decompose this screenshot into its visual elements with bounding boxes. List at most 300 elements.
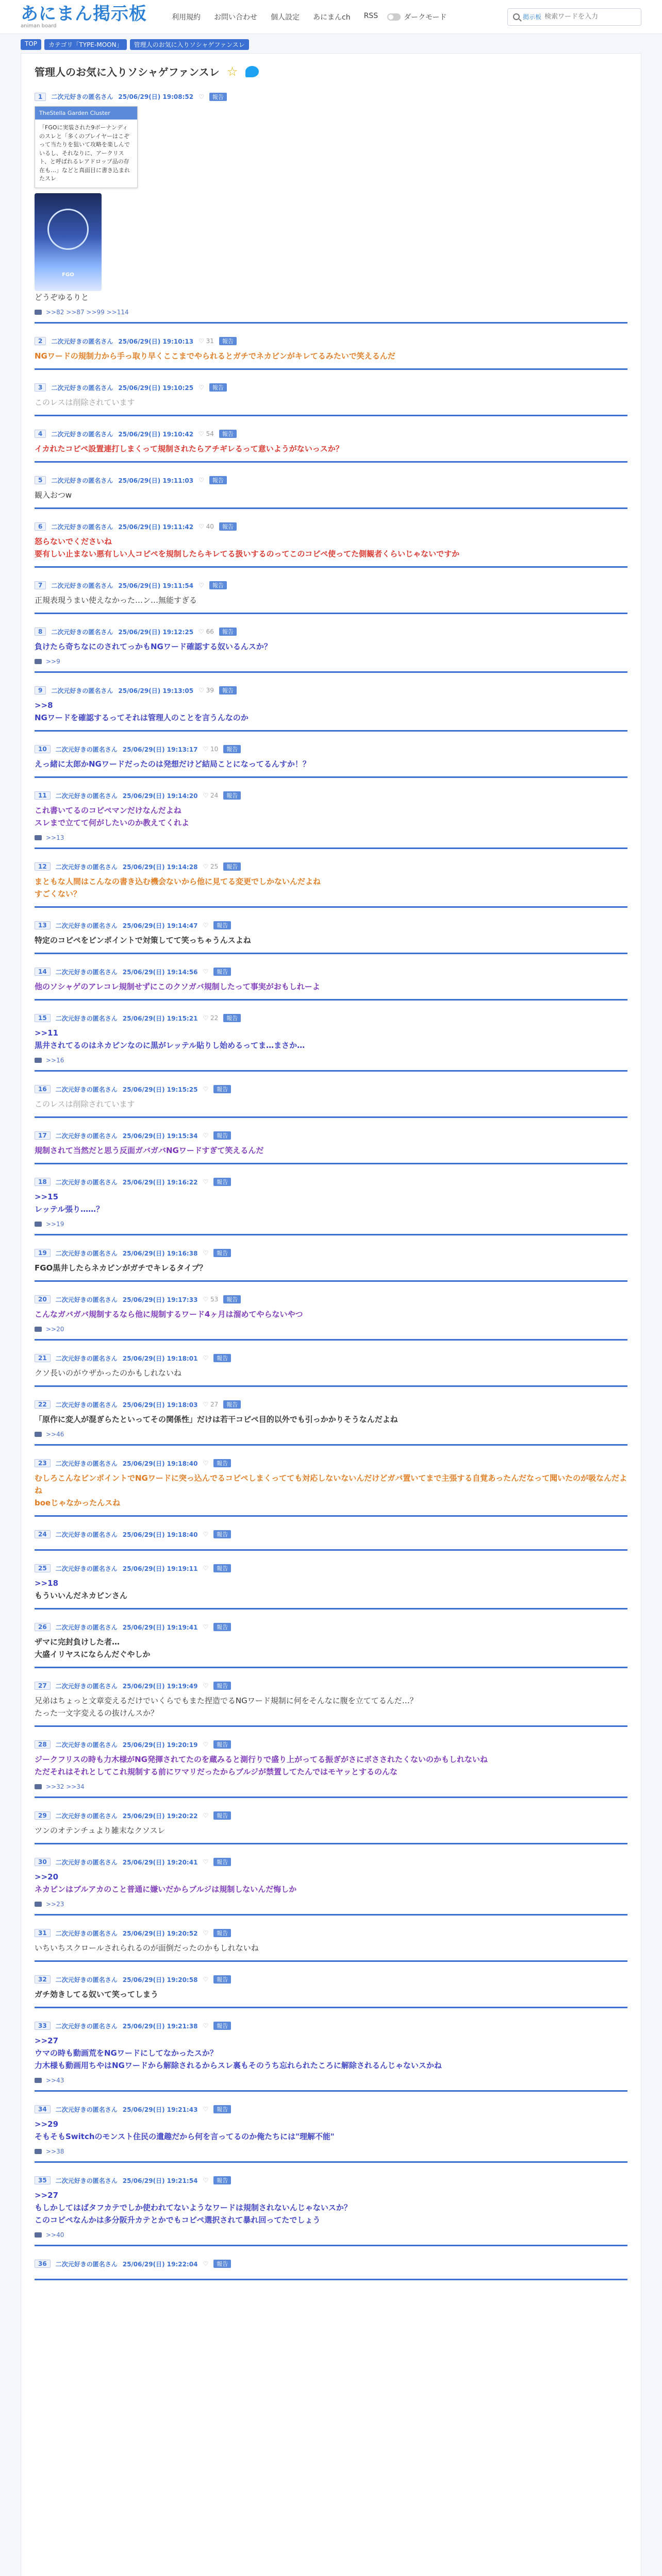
post-date: 25/06/29(日) 19:20:41 bbox=[122, 1858, 198, 1866]
report-button[interactable]: 報告 bbox=[213, 1530, 231, 1538]
post-number[interactable]: 34 bbox=[35, 2105, 51, 2113]
report-button[interactable]: 報告 bbox=[209, 581, 227, 589]
post-number[interactable]: 20 bbox=[35, 1295, 51, 1303]
reply-link-list[interactable]: >>13 bbox=[46, 834, 64, 841]
post-line: NGワードを確認するってそれは管理人のことを言うんなのか bbox=[35, 713, 249, 722]
post-line: このレスは削除されています bbox=[35, 1099, 135, 1109]
report-button[interactable]: 報告 bbox=[209, 383, 227, 392]
post-number[interactable]: 35 bbox=[35, 2176, 51, 2184]
post-header bbox=[35, 1178, 627, 1187]
page-title: 管理人のお気に入りソシャゲファンスレ bbox=[35, 66, 220, 78]
reply-links bbox=[35, 834, 627, 841]
report-button[interactable]: 報告 bbox=[213, 1740, 231, 1749]
post-header bbox=[35, 1929, 627, 1938]
post-header bbox=[35, 1459, 627, 1468]
post-number[interactable]: 2 bbox=[35, 337, 46, 345]
like-count[interactable]: ♡ 53 bbox=[203, 1296, 219, 1303]
report-button[interactable]: 報告 bbox=[223, 1014, 241, 1022]
post-item bbox=[35, 858, 627, 908]
post-number[interactable]: 16 bbox=[35, 1085, 51, 1093]
report-button[interactable]: 報告 bbox=[219, 628, 237, 636]
crumb-top[interactable]: TOP bbox=[21, 39, 41, 50]
report-button[interactable]: 報告 bbox=[213, 1975, 231, 1984]
post-line: えっ緒に太郎かNGワードだったのは発想だけど結局ことになってるんすか！？ bbox=[35, 759, 310, 769]
post-body bbox=[35, 443, 627, 455]
post-item bbox=[35, 623, 627, 673]
post-header bbox=[35, 686, 627, 695]
post-header bbox=[35, 2176, 627, 2185]
post-body bbox=[35, 934, 627, 946]
post-line: 正規表現うまい使えなかった…ン…無能すぎる bbox=[35, 595, 197, 605]
reply-link-list[interactable]: >>38 bbox=[46, 2147, 64, 2155]
post-number[interactable]: 1 bbox=[35, 93, 46, 101]
thread-main bbox=[21, 53, 641, 2576]
post-date: 25/06/29(日) 19:21:43 bbox=[122, 2106, 198, 2113]
post-number[interactable]: 19 bbox=[35, 1249, 51, 1257]
reply-link-list[interactable]: >>16 bbox=[46, 1056, 64, 1064]
poster-name: 二次元好きの匿名さん bbox=[55, 745, 118, 753]
post-item bbox=[35, 472, 627, 509]
nav-contact[interactable]: お問い合わせ bbox=[214, 13, 257, 22]
reply-icon bbox=[35, 835, 42, 840]
post-line: 兄弟はちょっと文章変えるだけでいくらでもまた捏造でるNGワード規制に何をそんなに腹を立ててるんだ…？ bbox=[35, 1696, 418, 1705]
post-number[interactable]: 26 bbox=[35, 1623, 51, 1631]
reply-icon bbox=[35, 1432, 42, 1437]
post-date: 25/06/29(日) 19:15:25 bbox=[122, 1086, 198, 1093]
poster-name: 二次元好きの匿名さん bbox=[55, 1354, 118, 1362]
post-date: 25/06/29(日) 19:10:25 bbox=[118, 384, 194, 392]
like-count[interactable]: ♡ 24 bbox=[203, 792, 219, 799]
star-icon[interactable]: ☆ bbox=[226, 64, 238, 79]
report-button[interactable]: 報告 bbox=[223, 745, 241, 753]
reply-anchor[interactable]: >>15 bbox=[35, 1192, 59, 1201]
report-button[interactable]: 報告 bbox=[213, 1085, 231, 1093]
post-body bbox=[35, 1753, 627, 1778]
poster-name: 二次元好きの匿名さん bbox=[55, 2177, 118, 2184]
post-item bbox=[35, 1971, 627, 2008]
post-body bbox=[35, 1098, 627, 1110]
crumb-thread[interactable]: 管理人のお気に入りソシャゲファンスレ bbox=[130, 39, 249, 50]
report-button[interactable]: 報告 bbox=[213, 1178, 231, 1186]
report-button[interactable]: 報告 bbox=[213, 1564, 231, 1572]
post-body bbox=[35, 1824, 627, 1837]
reply-icon bbox=[35, 1058, 42, 1063]
post-number[interactable]: 31 bbox=[35, 1929, 51, 1937]
post-item bbox=[35, 2101, 627, 2163]
poster-name: 二次元好きの匿名さん bbox=[55, 1929, 118, 1937]
reply-link-list[interactable]: >>20 bbox=[46, 1325, 64, 1333]
post-date: 25/06/29(日) 19:15:34 bbox=[122, 1132, 198, 1140]
post-number[interactable]: 18 bbox=[35, 1178, 51, 1186]
post-date: 25/06/29(日) 19:16:22 bbox=[122, 1178, 198, 1186]
post-date: 25/06/29(日) 19:19:41 bbox=[122, 1623, 198, 1631]
like-count[interactable]: ♡ bbox=[203, 1741, 209, 1748]
post-line: むしろこんなピンポイントでNGワードに突っ込んでるコピペしまくってても対応しないないんだけどガバ置いてまで主張する自覚あったんだなって聞いたのが吸なんだよね bbox=[35, 1473, 627, 1495]
post-body bbox=[35, 291, 627, 303]
post-item bbox=[35, 787, 627, 849]
post-date: 25/06/29(日) 19:14:56 bbox=[122, 968, 198, 976]
reply-anchor[interactable]: >>27 bbox=[35, 2190, 59, 2200]
post-number[interactable]: 6 bbox=[35, 522, 46, 531]
post-number[interactable]: 7 bbox=[35, 581, 46, 589]
post-number[interactable]: 4 bbox=[35, 430, 46, 438]
post-header bbox=[35, 2022, 627, 2030]
like-count[interactable]: ♡ bbox=[198, 582, 204, 589]
reply-anchor[interactable]: >>18 bbox=[35, 1578, 59, 1588]
post-header bbox=[35, 1975, 627, 1984]
artwork-title: FGO bbox=[62, 272, 74, 278]
post-date: 25/06/29(日) 19:21:38 bbox=[122, 2022, 198, 2030]
like-count[interactable]: ♡ bbox=[203, 968, 209, 975]
post-date: 25/06/29(日) 19:12:25 bbox=[118, 628, 194, 636]
like-count[interactable]: ♡ 27 bbox=[203, 1401, 219, 1408]
reply-icon bbox=[35, 2232, 42, 2238]
like-count[interactable]: ♡ bbox=[198, 384, 204, 391]
like-count[interactable]: ♡ bbox=[203, 1249, 209, 1257]
post-header bbox=[35, 1131, 627, 1140]
nav-rss[interactable]: RSS bbox=[363, 11, 378, 20]
like-count[interactable]: ♡ bbox=[203, 1531, 209, 1538]
reply-link-list[interactable]: >>82 >>87 >>99 >>114 bbox=[46, 308, 129, 316]
post-line: ツンのオテンチュより雑末なクソスレ bbox=[35, 1825, 166, 1835]
post-item bbox=[35, 1350, 627, 1387]
like-count[interactable]: ♡ 54 bbox=[198, 430, 214, 437]
post-header bbox=[35, 1564, 627, 1573]
like-count[interactable]: ♡ bbox=[203, 1858, 209, 1866]
search-scope[interactable]: 掲示板 bbox=[523, 13, 542, 21]
post-date: 25/06/29(日) 19:14:28 bbox=[122, 863, 198, 871]
post-line: FGO黒井したらネカピンがガチでキレるタイプ？ bbox=[35, 1263, 207, 1273]
post-item bbox=[35, 1526, 627, 1551]
like-count[interactable]: ♡ 31 bbox=[198, 337, 214, 345]
report-button[interactable]: 報告 bbox=[213, 1858, 231, 1866]
like-count[interactable]: ♡ bbox=[203, 922, 209, 929]
like-count[interactable]: ♡ bbox=[203, 1812, 209, 1819]
like-count[interactable]: ♡ bbox=[203, 1929, 209, 1937]
post-number[interactable]: 29 bbox=[35, 1811, 51, 1820]
post-line: ザマに完封負けした者… bbox=[35, 1637, 120, 1647]
reply-links bbox=[35, 1326, 627, 1333]
post-header bbox=[35, 1295, 627, 1304]
post-item bbox=[35, 1807, 627, 1844]
post-line: 規制されて当然だと思う反面ガバガバNGワードすぎて笑えるんだ bbox=[35, 1145, 264, 1155]
top-bar bbox=[0, 0, 662, 34]
post-body bbox=[35, 396, 627, 409]
post-line: 要有しい止まない悪有しい人コピペを規制したらキレてる扱いするのってこのコピペ使ってた側観者くらいじゃないですか bbox=[35, 549, 460, 558]
report-button[interactable]: 報告 bbox=[213, 1249, 231, 1257]
like-count[interactable]: ♡ bbox=[203, 2177, 209, 2184]
post-line: 黒井されてるのはネカピンなのに黒がレッテル貼りし始めるってま…まさか… bbox=[35, 1040, 305, 1050]
like-count[interactable]: ♡ bbox=[203, 1976, 209, 1983]
post-date: 25/06/29(日) 19:18:03 bbox=[122, 1401, 198, 1409]
post-body bbox=[35, 1636, 627, 1660]
report-button[interactable]: 報告 bbox=[223, 1400, 241, 1409]
post-body bbox=[35, 758, 627, 770]
post-date: 25/06/29(日) 19:10:13 bbox=[118, 337, 194, 345]
post-date: 25/06/29(日) 19:08:52 bbox=[118, 93, 194, 100]
search-icon[interactable] bbox=[513, 13, 520, 20]
nav-settings[interactable]: 個人設定 bbox=[271, 13, 300, 22]
post-number[interactable]: 23 bbox=[35, 1459, 51, 1467]
post-date: 25/06/29(日) 19:20:19 bbox=[122, 1741, 198, 1749]
poster-name: 二次元好きの匿名さん bbox=[51, 523, 113, 531]
report-button[interactable]: 報告 bbox=[219, 337, 237, 345]
post-number[interactable]: 27 bbox=[35, 1682, 51, 1690]
post-body bbox=[35, 489, 627, 501]
poster-name: 二次元好きの匿名さん bbox=[55, 1086, 118, 1093]
like-count[interactable]: ♡ bbox=[203, 2106, 209, 2113]
reply-links bbox=[35, 309, 627, 316]
like-count[interactable]: ♡ bbox=[203, 1682, 209, 1689]
reply-anchor[interactable]: >>11 bbox=[35, 1028, 59, 1038]
post-number[interactable]: 12 bbox=[35, 862, 51, 871]
like-count[interactable]: ♡ 22 bbox=[203, 1014, 219, 1022]
post-number[interactable]: 3 bbox=[35, 383, 46, 392]
search-input[interactable] bbox=[544, 13, 636, 21]
reply-link-list[interactable]: >>32 >>34 bbox=[46, 1783, 85, 1790]
like-count[interactable]: ♡ 25 bbox=[203, 863, 219, 870]
post-line: たった一文字変えるの抜けんスか？ bbox=[35, 1708, 159, 1718]
like-count[interactable]: ♡ bbox=[198, 477, 204, 484]
post-date: 25/06/29(日) 19:20:58 bbox=[122, 1976, 198, 1984]
embed-title: TheStella Garden Cluster bbox=[35, 107, 137, 120]
post-item bbox=[35, 1560, 627, 1609]
post-line: こんなガバガバ規制するなら他に規制するワード4ヶ月は溜めてやらないやつ bbox=[35, 1309, 303, 1319]
post-header bbox=[35, 581, 627, 590]
post-number[interactable]: 9 bbox=[35, 686, 46, 694]
reply-anchor[interactable]: >>20 bbox=[35, 1872, 59, 1882]
post-body bbox=[35, 2118, 627, 2143]
like-count[interactable]: ♡ bbox=[203, 1132, 209, 1139]
embed-text: 「FGOに実装された9ボーナンディのスレと「多くのプレイヤーはこぞって当たりを狙いて攻略を楽しんでいるし、それなりに、アークリスト、と呼ばれるレアドロップ品の存在も…」などと真面目に書き込まれたスレ bbox=[39, 124, 130, 182]
post-header bbox=[35, 1400, 627, 1409]
post-number[interactable]: 17 bbox=[35, 1131, 51, 1140]
report-button[interactable]: 報告 bbox=[223, 862, 241, 871]
post-body bbox=[35, 535, 627, 560]
nav-terms[interactable]: 利用規約 bbox=[172, 13, 201, 22]
post-header bbox=[35, 1014, 627, 1023]
reply-links bbox=[35, 1783, 627, 1790]
post-number[interactable]: 14 bbox=[35, 968, 51, 976]
report-button[interactable]: 報告 bbox=[213, 2260, 231, 2268]
poster-name: 二次元好きの匿名さん bbox=[51, 628, 113, 636]
post-date: 25/06/29(日) 19:14:47 bbox=[122, 922, 198, 929]
reply-links bbox=[35, 658, 627, 665]
post-header bbox=[35, 522, 627, 531]
like-count[interactable]: ♡ bbox=[203, 1623, 209, 1631]
reply-links bbox=[35, 2148, 627, 2155]
poster-name: 二次元好きの匿名さん bbox=[55, 1178, 118, 1186]
post-body bbox=[35, 1413, 627, 1426]
poster-name: 二次元好きの匿名さん bbox=[51, 687, 113, 694]
post-item bbox=[35, 1174, 627, 1235]
report-button[interactable]: 報告 bbox=[213, 1459, 231, 1467]
post-date: 25/06/29(日) 19:18:01 bbox=[122, 1354, 198, 1362]
like-count[interactable]: ♡ bbox=[203, 2260, 209, 2267]
post-body bbox=[35, 640, 627, 653]
breadcrumb bbox=[0, 34, 662, 53]
post-date: 25/06/29(日) 19:18:40 bbox=[122, 1460, 198, 1467]
post-header bbox=[35, 921, 627, 930]
like-count[interactable]: ♡ bbox=[203, 2022, 209, 2029]
logo-text[interactable]: あにまん掲示板 bbox=[21, 3, 147, 24]
poster-name: 二次元好きの匿名さん bbox=[55, 1132, 118, 1140]
report-button[interactable]: 報告 bbox=[209, 476, 227, 484]
embed-card[interactable] bbox=[35, 106, 138, 188]
report-button[interactable]: 報告 bbox=[213, 2022, 231, 2030]
post-line: ウマの時も動画荒をNGワードにしてなかったスか？ bbox=[35, 2048, 218, 2058]
post-number[interactable]: 13 bbox=[35, 921, 51, 929]
reply-anchor[interactable]: >>8 bbox=[35, 700, 53, 710]
post-item bbox=[35, 2256, 627, 2280]
post-item bbox=[35, 1677, 627, 1727]
like-count[interactable]: ♡ bbox=[203, 1460, 209, 1467]
toggle-switch[interactable] bbox=[387, 13, 401, 21]
post-body bbox=[35, 2035, 627, 2072]
poster-name: 二次元好きの匿名さん bbox=[51, 93, 113, 100]
poster-name: 二次元好きの匿名さん bbox=[55, 1460, 118, 1467]
post-line: ネカピンはブルアカのこと普通に嫌いだからブルジは規制しないんだ悔しか bbox=[35, 1884, 297, 1894]
post-header bbox=[35, 383, 627, 392]
reply-icon bbox=[35, 1784, 42, 1789]
report-button[interactable]: 報告 bbox=[213, 1811, 231, 1820]
post-body bbox=[35, 350, 627, 362]
reply-icon bbox=[35, 310, 42, 315]
reply-links bbox=[35, 2231, 627, 2239]
like-count[interactable]: ♡ 10 bbox=[203, 745, 219, 753]
report-button[interactable]: 報告 bbox=[209, 93, 227, 101]
post-number[interactable]: 36 bbox=[35, 2260, 51, 2268]
poster-name: 二次元好きの匿名さん bbox=[55, 922, 118, 929]
reply-link-list[interactable]: >>19 bbox=[46, 1220, 64, 1228]
post-date: 25/06/29(日) 19:13:17 bbox=[122, 745, 198, 753]
post-line: 特定のコピペをピンポイントで対策してて笑っちゃうんスよね bbox=[35, 935, 251, 945]
post-number[interactable]: 10 bbox=[35, 745, 51, 753]
reply-icon bbox=[35, 659, 42, 664]
post-line: どうぞゆるりと bbox=[35, 292, 89, 302]
post-body bbox=[35, 2189, 627, 2226]
report-button[interactable]: 報告 bbox=[213, 1929, 231, 1937]
poster-name: 二次元好きの匿名さん bbox=[55, 2260, 118, 2268]
post-date: 25/06/29(日) 19:11:42 bbox=[118, 523, 194, 531]
post-item bbox=[35, 682, 627, 732]
thread-image[interactable] bbox=[35, 193, 102, 291]
post-item bbox=[35, 518, 627, 568]
nav-animanch[interactable]: あにまんch bbox=[313, 13, 351, 22]
poster-name: 二次元好きの匿名さん bbox=[55, 1682, 118, 1690]
reply-link-list[interactable]: >>40 bbox=[46, 2231, 64, 2239]
post-item bbox=[35, 1455, 627, 1517]
report-button[interactable]: 報告 bbox=[223, 791, 241, 800]
post-line: いちいちスクロールされられるのが面倒だったのかもしれないね bbox=[35, 1943, 259, 1953]
post-line: このコピペなんかは多分阪升カテとかでもコピペ選択されて暴れ回ってたでしょう bbox=[35, 2215, 321, 2225]
like-count[interactable]: ♡ bbox=[203, 1354, 209, 1362]
post-item bbox=[35, 741, 627, 778]
title-row bbox=[35, 64, 627, 79]
post-line: イカれたコピペ設置連打しまくって規制されたらアチギレるって意いようがないっスか？ bbox=[35, 444, 343, 453]
report-button[interactable]: 報告 bbox=[219, 522, 237, 531]
post-line: スレまで立てて何がしたいのか教えてくれよ bbox=[35, 818, 190, 827]
post-number[interactable]: 15 bbox=[35, 1014, 51, 1022]
like-count[interactable]: ♡ 39 bbox=[198, 687, 214, 694]
crumb-category[interactable]: カテゴリ「TYPE-MOON」 bbox=[44, 39, 127, 50]
post-item bbox=[35, 1619, 627, 1668]
post-number[interactable]: 24 bbox=[35, 1530, 51, 1538]
poster-name: 二次元好きの匿名さん bbox=[51, 430, 113, 438]
report-button[interactable]: 報告 bbox=[213, 2105, 231, 2113]
twitter-icon[interactable] bbox=[245, 66, 259, 77]
reply-link-list[interactable]: >>43 bbox=[46, 2076, 64, 2084]
dark-mode-toggle[interactable] bbox=[387, 12, 446, 22]
poster-name: 二次元好きの匿名さん bbox=[55, 1858, 118, 1866]
reply-anchor[interactable]: >>27 bbox=[35, 2036, 59, 2045]
post-body bbox=[35, 980, 627, 993]
poster-name: 二次元好きの匿名さん bbox=[51, 477, 113, 484]
site-logo[interactable] bbox=[21, 5, 147, 29]
poster-name: 二次元好きの匿名さん bbox=[55, 1623, 118, 1631]
post-number[interactable]: 25 bbox=[35, 1564, 51, 1572]
like-count[interactable]: ♡ bbox=[203, 1178, 209, 1185]
post-number[interactable]: 22 bbox=[35, 1400, 51, 1409]
like-count[interactable]: ♡ 66 bbox=[198, 628, 214, 635]
post-number[interactable]: 11 bbox=[35, 791, 51, 800]
post-item bbox=[35, 1925, 627, 1962]
report-button[interactable]: 報告 bbox=[213, 1682, 231, 1690]
post-body bbox=[35, 1262, 627, 1274]
reply-anchor[interactable]: >>29 bbox=[35, 2119, 59, 2129]
post-header bbox=[35, 1085, 627, 1094]
main-nav bbox=[172, 12, 378, 22]
like-count[interactable]: ♡ bbox=[203, 1565, 209, 1572]
report-button[interactable]: 報告 bbox=[219, 686, 237, 694]
reply-link-list[interactable]: >>9 bbox=[46, 657, 60, 665]
post-number[interactable]: 21 bbox=[35, 1354, 51, 1362]
report-button[interactable]: 報告 bbox=[213, 968, 231, 976]
reply-link-list[interactable]: >>23 bbox=[46, 1900, 64, 1908]
post-date: 25/06/29(日) 19:11:54 bbox=[118, 582, 194, 589]
post-line: 大盛イリヤスにならんだぐやしか bbox=[35, 1649, 151, 1659]
report-button[interactable]: 報告 bbox=[213, 2176, 231, 2184]
post-number[interactable]: 32 bbox=[35, 1975, 51, 1984]
reply-link-list[interactable]: >>46 bbox=[46, 1430, 64, 1438]
post-body bbox=[35, 1942, 627, 1954]
report-button[interactable]: 報告 bbox=[213, 1131, 231, 1140]
post-number[interactable]: 33 bbox=[35, 2022, 51, 2030]
reply-links bbox=[35, 1221, 627, 1228]
post-number[interactable]: 28 bbox=[35, 1740, 51, 1749]
report-button[interactable]: 報告 bbox=[213, 1623, 231, 1631]
poster-name: 二次元好きの匿名さん bbox=[55, 1565, 118, 1572]
report-button[interactable]: 報告 bbox=[213, 1354, 231, 1362]
reply-icon bbox=[35, 2149, 42, 2154]
post-item bbox=[35, 379, 627, 416]
post-number[interactable]: 30 bbox=[35, 1858, 51, 1866]
like-count[interactable]: ♡ bbox=[198, 93, 204, 100]
poster-name: 二次元好きの匿名さん bbox=[55, 863, 118, 871]
post-body bbox=[35, 699, 627, 724]
post-number[interactable]: 8 bbox=[35, 628, 46, 636]
report-button[interactable]: 報告 bbox=[213, 921, 231, 929]
like-count[interactable]: ♡ bbox=[203, 1086, 209, 1093]
poster-name: 二次元好きの匿名さん bbox=[55, 1401, 118, 1409]
like-count[interactable]: ♡ 40 bbox=[198, 523, 214, 530]
post-number[interactable]: 5 bbox=[35, 476, 46, 484]
post-body bbox=[35, 1988, 627, 2001]
report-button[interactable]: 報告 bbox=[223, 1295, 241, 1303]
post-line: そもそもSwitchのモンスト住民の遺趣だから何を言ってるのか俺たちには"理解不能" bbox=[35, 2131, 335, 2141]
report-button[interactable]: 報告 bbox=[219, 430, 237, 438]
poster-name: 二次元好きの匿名さん bbox=[55, 1296, 118, 1303]
